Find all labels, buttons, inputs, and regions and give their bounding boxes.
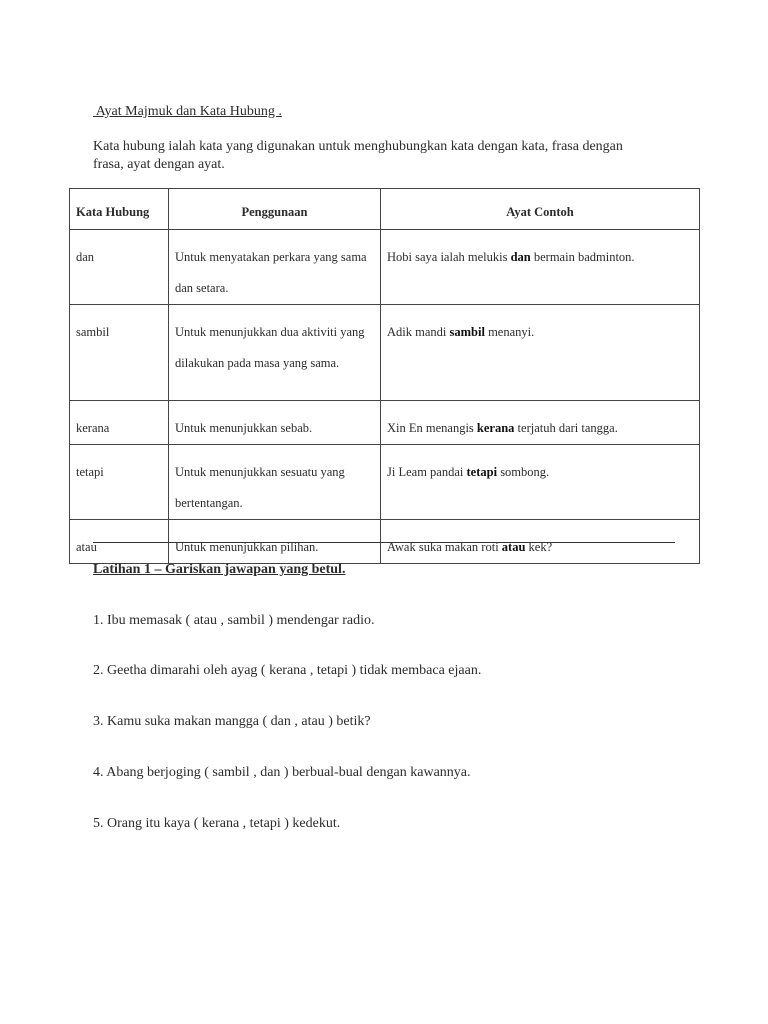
contoh-text: terjatuh dari tangga. <box>514 421 618 435</box>
table-row <box>70 401 700 445</box>
contoh-text: Adik mandi <box>387 325 450 339</box>
contoh-text: bermain badminton. <box>530 250 635 264</box>
exercise-question: 5. Orang itu kaya ( kerana , tetapi ) kedekut. <box>93 816 341 831</box>
kata-cell: sambil <box>70 305 169 401</box>
kata-cell: tetapi <box>70 445 169 520</box>
penggunaan-cell: Untuk menunjukkan sesuatu yang bertentangan. <box>169 445 381 520</box>
contoh-text: kek? <box>525 540 553 554</box>
header-ayat-contoh: Ayat Contoh <box>381 189 700 230</box>
header-penggunaan: Penggunaan <box>169 189 381 230</box>
contoh-text: menanyi. <box>484 325 535 339</box>
contoh-text: Awak suka makan roti <box>387 540 502 554</box>
section-divider <box>93 542 675 543</box>
contoh-text: Hobi saya ialah melukis <box>387 250 511 264</box>
contoh-bold: kerana <box>476 421 515 435</box>
penggunaan-cell: Untuk menunjukkan sebab. <box>169 401 381 445</box>
contoh-text: sombong. <box>497 465 550 479</box>
contoh-bold: dan <box>510 250 531 264</box>
contoh-cell <box>381 305 700 401</box>
intro-paragraph: Kata hubung ialah kata yang digunakan untuk menghubungkan kata dengan kata, frasa dengan frasa, ayat dengan ayat. <box>93 139 623 172</box>
kata-cell: dan <box>70 230 169 305</box>
contoh-bold: atau <box>501 540 526 554</box>
penggunaan-cell: Untuk menunjukkan dua aktiviti yang dilakukan pada masa yang sama. <box>169 305 381 401</box>
penggunaan-cell: Untuk menunjukkan pilihan. <box>169 520 381 564</box>
kata-cell: kerana <box>70 401 169 445</box>
contoh-cell <box>381 445 700 520</box>
contoh-cell <box>381 230 700 305</box>
table-row <box>70 445 700 520</box>
table-row <box>70 230 700 305</box>
table-header-row <box>70 189 700 230</box>
document-title: Ayat Majmuk dan Kata Hubung . <box>93 104 282 119</box>
contoh-cell <box>381 401 700 445</box>
exercise-question: 3. Kamu suka makan mangga ( dan , atau ) betik? <box>93 714 371 729</box>
exercise-question: 4. Abang berjoging ( sambil , dan ) berbual-bual dengan kawannya. <box>93 765 471 780</box>
header-kata-hubung: Kata Hubung <box>70 189 169 230</box>
contoh-text: Ji Leam pandai <box>387 465 467 479</box>
kata-cell: atau <box>70 520 169 564</box>
table-row <box>70 305 700 401</box>
contoh-bold: tetapi <box>466 465 498 479</box>
exercise-title: Latihan 1 – Gariskan jawapan yang betul. <box>93 562 346 577</box>
penggunaan-cell: Untuk menyatakan perkara yang sama dan setara. <box>169 230 381 305</box>
conjunction-table <box>69 188 700 564</box>
exercise-question: 1. Ibu memasak ( atau , sambil ) mendengar radio. <box>93 613 375 628</box>
contoh-bold: sambil <box>449 325 485 339</box>
exercise-question: 2. Geetha dimarahi oleh ayag ( kerana , tetapi ) tidak membaca ejaan. <box>93 663 482 678</box>
contoh-text: Xin En menangis <box>387 421 477 435</box>
